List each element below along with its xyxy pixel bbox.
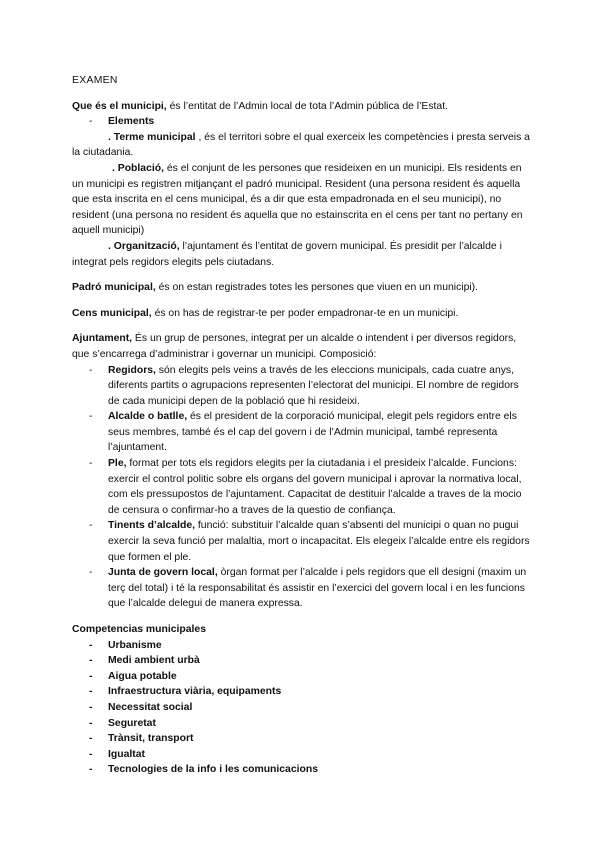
cens-text: és on has de registrar-te per poder empadronar-te en un municipi. (151, 307, 459, 319)
document-title: EXAMEN (72, 75, 118, 86)
ajuntament-text: És un grup de persones, integrat per un alcalde o intendent i per diversos regidors, que s’encarrega d’administrar i governar un municipi. Composició: (72, 333, 517, 360)
list-item-regidors: - Regidors, són elegits pels veins a través de les eleccions municipals, cada cuatre anys, diferents partits o agrupacions representen l’electorat del municipi. El nombre de regidors de cada municipi depen de la població que hi resideixi. (72, 363, 532, 410)
padro-text: és on estan registrades totes les persones que viuen en un municipi). (155, 282, 479, 294)
list-item: - Medi ambient urbà (72, 653, 532, 669)
list-item: - Necessitat social (72, 700, 532, 716)
intro-term: Que és el municipi, (72, 100, 167, 112)
list-item-alcalde: - Alcalde o batlle, és el president de la corporació municipal, elegit pels regidors entre els seus membres, també és el cap del govern i de l’Admin municipal, també representa l’ajuntament. (72, 409, 532, 456)
terme-text: , és el territori sobre el qual exerceix les competències i presta serveis a la ciutadania. (72, 131, 530, 159)
document-page (72, 73, 532, 778)
cens-term: Cens municipal, (72, 307, 152, 319)
list-item: - Aigua potable (72, 669, 532, 685)
organitzacio-text: l’ajuntament és l’entitat de govern municipal. És presidit per l’alcalde i integrat pels regidors elegits pels ciutadans. (72, 240, 502, 268)
poblacio-text: és el conjunt de les persones que resideixen en un municipi. Els residents en un municipi es registren mitjançant el padró municipal. Resident (una persona resident és aquella que esta inscrita en el cens municipal, és a dir que esta empadronada en el seu municipi), no resident (una persona no resident és aquella que no estainscrita en el cens per tant no pertany en aquell municipi) (72, 162, 523, 237)
padro-term: Padró municipal, (72, 282, 156, 294)
list-item: - Igualtat (72, 747, 532, 763)
ajuntament-paragraph (72, 331, 532, 362)
elements-heading: - Elements (72, 114, 532, 130)
padro-paragraph (72, 280, 532, 296)
intro-text: és l’entitat de l’Admin local de tota l’Admin pública de l’Estat. (166, 100, 448, 112)
poblacio-term: . Població, (112, 162, 164, 174)
competencies-heading: Competencias municipales (72, 624, 206, 635)
list-item-tinents: - Tinents d’alcalde, funció: substituir l’alcalde quan s’absenti del municipi o quan no pugui exercir la seva funció per malaltia, mort o incapacitat. Els elegeix l’alcalde entre els regidors que formen el ple. (72, 518, 532, 565)
terme-term: . Terme municipal (108, 131, 196, 143)
competencies-list (72, 638, 532, 778)
ajuntament-composition-list (72, 363, 532, 613)
elements-list (72, 114, 532, 130)
ajuntament-term: Ajuntament, (72, 333, 133, 345)
list-item-junta: - Junta de govern local, òrgan format per l’alcalde i pels regidors que ell designi (maxim un terç del total) i té la responsabilitat és assistir en l’exercici del govern local i en les funcions que l’alcalde delegui de manera expressa. (72, 565, 532, 612)
list-item-ple: - Ple, format per tots els regidors elegits per la ciutadania i el presideix l’alcalde. Funcions: exercir el control politic sobre els organs del govern municipal i aprovar la normativa local, com els pressupostos de l’ajuntament. Capacitat de destituir l’alcalde a traves de la mocio de censura o confirmar-ho a traves de la questio de confiança. (72, 456, 532, 518)
list-item: - Seguretat (72, 716, 532, 732)
cens-paragraph (72, 306, 532, 322)
list-item: - Infraestructura viària, equipaments (72, 684, 532, 700)
list-item: - Tecnologies de la info i les comunicacions (72, 762, 532, 778)
organitzacio-paragraph (72, 239, 532, 270)
list-item: - Trànsit, transport (72, 731, 532, 747)
intro-paragraph (72, 99, 532, 115)
terme-paragraph (72, 130, 532, 161)
poblacio-paragraph (72, 161, 532, 239)
list-item: - Urbanisme (72, 638, 532, 654)
organitzacio-term: . Organització, (108, 240, 180, 252)
